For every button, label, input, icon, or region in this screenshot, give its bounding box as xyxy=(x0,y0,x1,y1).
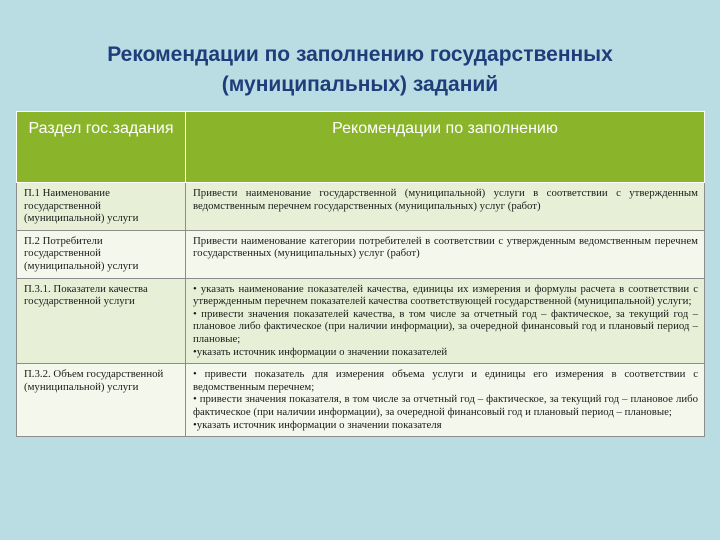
recommendation-cell xyxy=(186,364,705,437)
recommendation-bullet: • привести значения показателя, в том числе за отчетный год – фактическое, за текущий год – плановое либо фактическое (при наличии информации), за очередной финансовый год и плановый период – плановые; xyxy=(193,393,698,418)
table-header-row xyxy=(17,112,705,183)
table-row xyxy=(17,183,705,231)
page-title-line-2: (муниципальных) заданий xyxy=(221,73,499,96)
page-title-line-1: Рекомендации по заполнению государственных xyxy=(107,43,613,66)
recommendation-cell xyxy=(186,278,705,364)
section-cell: П.1 Наименование государственной (муниципальной) услуги xyxy=(17,183,186,231)
section-cell: П.3.1. Показатели качества государственной услуги xyxy=(17,278,186,364)
recommendation-cell xyxy=(186,183,705,231)
column-header-recommendations: Рекомендации по заполнению xyxy=(186,112,705,183)
recommendations-table xyxy=(16,111,705,437)
recommendation-bullet: • указать наименование показателей качества, единицы их измерения и формулы расчета в соответствии с утвержденным перечнем показателей качества соответствующей государственной (муниципальной) услуги; xyxy=(193,282,698,308)
table-row xyxy=(17,364,705,437)
page-title xyxy=(40,40,680,100)
table-row xyxy=(17,278,705,364)
column-header-section: Раздел гос.задания xyxy=(17,112,186,183)
recommendation-bullet: • привести показатель для измерения объема услуги и единицы его измерения в соответствии с ведомственным перечнем; xyxy=(193,368,698,393)
recommendation-text: Привести наименование государственной (муниципальной) услуги в соответствии с утвержденным ведомственным перечнем государственных (муниципальных) услуг (работ) xyxy=(193,187,698,212)
recommendation-cell xyxy=(186,230,705,278)
section-cell: П.2 Потребители государственной (муниципальной) услуги xyxy=(17,230,186,278)
recommendation-bullet: •указать источник информации о значении показателей xyxy=(193,345,448,358)
recommendation-bullet: • привести значения показателей качества, в том числе за отчетный год – фактическое, за текущий год – плановое либо фактическое (при наличии информации), за очередной финансовый год и плановый период – плановые; xyxy=(193,307,698,345)
recommendation-text: Привести наименование категории потребителей в соответствии с утвержденным ведомственным перечнем государственных (муниципальных) услуг (работ) xyxy=(193,234,698,260)
section-cell: П.3.2. Объем государственной (муниципальной) услуги xyxy=(17,364,186,437)
table-row xyxy=(17,230,705,278)
recommendation-bullet: •указать источник информации о значении показателя xyxy=(193,418,442,431)
